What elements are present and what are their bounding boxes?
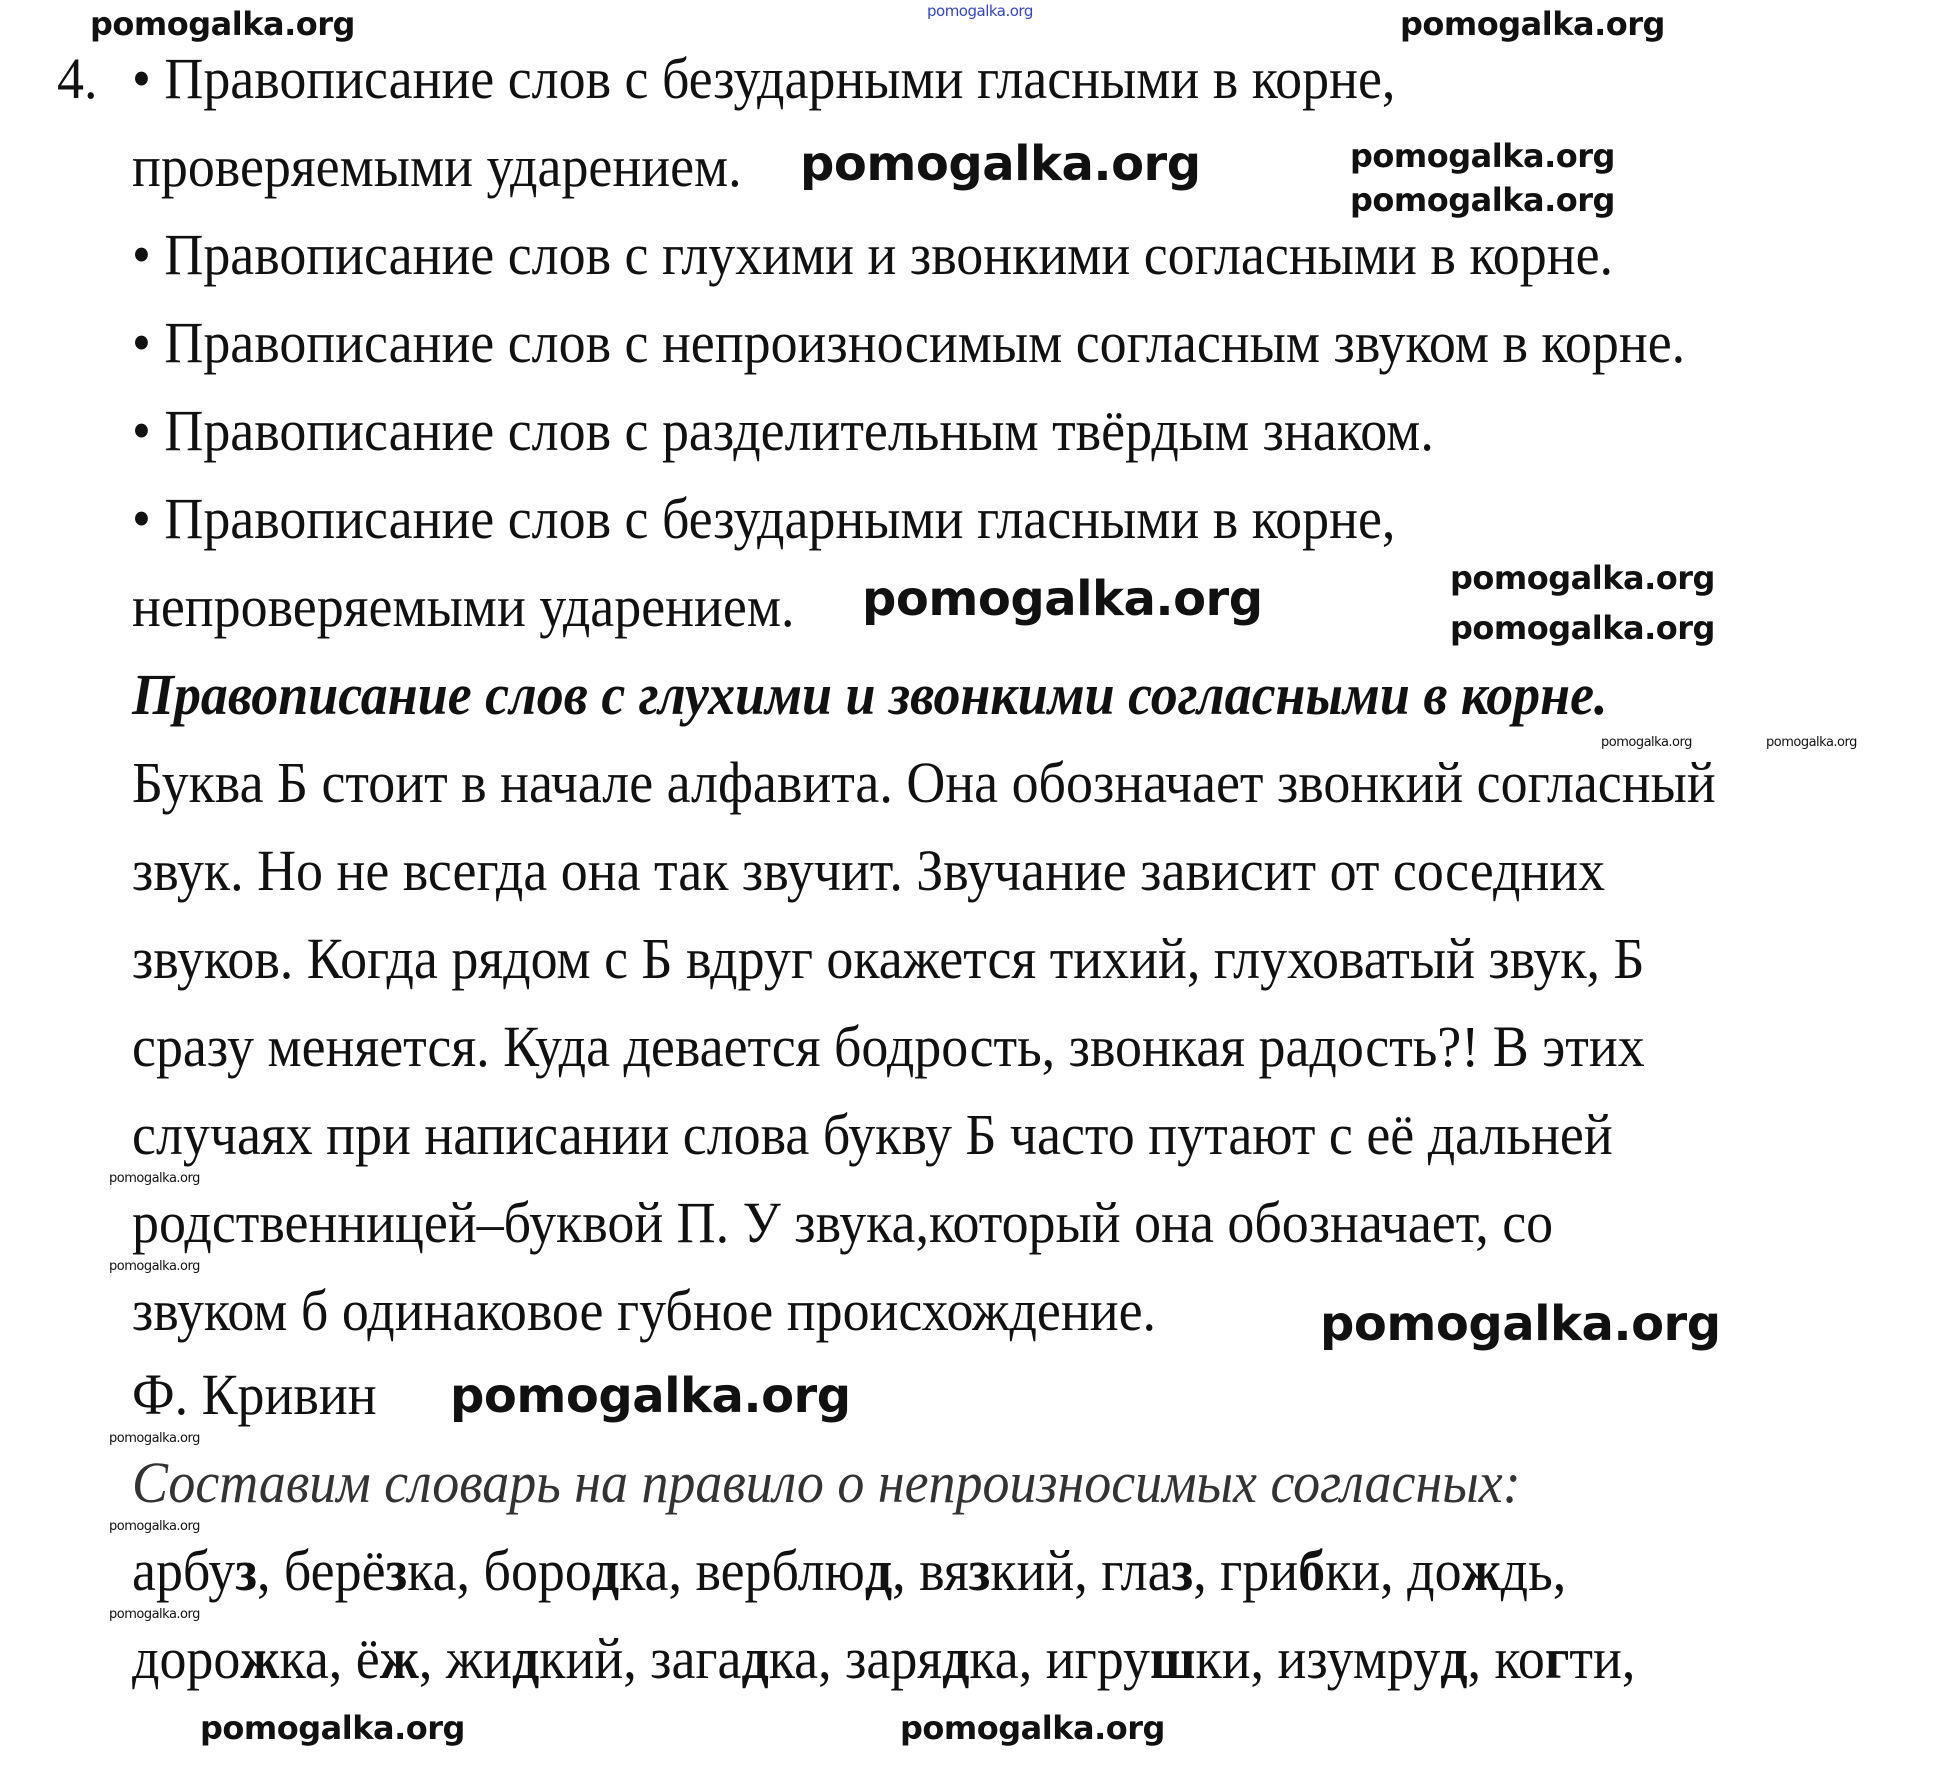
- dictionary-word: [483, 1538, 695, 1603]
- word-part: ти,: [1569, 1626, 1636, 1691]
- bullet-line: непроверяемыми ударением.: [132, 574, 795, 639]
- watermark: pomogalka.org: [862, 571, 1263, 627]
- watermark: pomogalka.org: [109, 1519, 200, 1534]
- author: Ф. Кривин: [132, 1362, 377, 1427]
- word-part: жи: [445, 1626, 512, 1691]
- word-part: арбу: [132, 1538, 236, 1603]
- word-part: заря: [845, 1626, 943, 1691]
- word-part: ,: [1467, 1626, 1495, 1691]
- bullet-line: • Правописание слов с безударными гласными в корне,: [132, 486, 1396, 551]
- word-part: ,: [1193, 1538, 1221, 1603]
- watermark: pomogalka.org: [1400, 5, 1665, 43]
- dictionary-word: [650, 1626, 845, 1691]
- highlighted-letter: д: [1440, 1626, 1468, 1691]
- bullet-line: проверяемыми ударением.: [132, 134, 742, 199]
- word-part: ка,: [619, 1538, 696, 1603]
- highlighted-letter: з: [235, 1538, 257, 1603]
- paragraph-line: сразу меняется. Куда девается бодрость, звонкая радость?! В этих: [132, 1014, 1645, 1079]
- word-part: кий,: [990, 1538, 1102, 1603]
- dictionary-word: [1494, 1626, 1635, 1691]
- highlighted-letter: ж: [1461, 1538, 1501, 1603]
- dictionary-word: [446, 1626, 650, 1691]
- item-number: 4.: [57, 46, 98, 111]
- word-part: ,: [418, 1626, 446, 1691]
- watermark: pomogalka.org: [1350, 137, 1615, 175]
- watermark: pomogalka.org: [1450, 559, 1715, 597]
- dictionary-word: [132, 1626, 356, 1691]
- word-part: верблю: [695, 1538, 865, 1603]
- word-part: изумру: [1277, 1626, 1441, 1691]
- dictionary-word: [919, 1538, 1101, 1603]
- word-part: ка,: [969, 1626, 1046, 1691]
- highlighted-letter: ш: [1149, 1626, 1196, 1691]
- watermark: pomogalka.org: [109, 1607, 200, 1622]
- bullet-line: • Правописание слов с разделительным твёрдым знаком.: [132, 398, 1434, 463]
- bullet-line: • Правописание слов с безударными гласными в корне,: [132, 46, 1396, 111]
- dictionary-word: [356, 1626, 446, 1691]
- word-part: дь,: [1500, 1538, 1567, 1603]
- watermark: pomogalka.org: [450, 1368, 851, 1424]
- highlighted-letter: д: [591, 1538, 620, 1603]
- highlighted-letter: д: [741, 1626, 769, 1691]
- watermark: pomogalka.org: [200, 1709, 465, 1747]
- dictionary-word: [132, 1538, 284, 1603]
- highlighted-letter: д: [864, 1538, 893, 1603]
- dictionary-intro: Составим словарь на правило о непроизносимых согласных:: [132, 1450, 1521, 1515]
- watermark: pomogalka.org: [90, 5, 355, 43]
- section-heading: Правописание слов с глухими и звонкими согласными в корне.: [132, 662, 1608, 727]
- word-line: [132, 1538, 1567, 1603]
- word-part: гла: [1101, 1538, 1172, 1603]
- watermark: pomogalka.org: [1450, 609, 1715, 647]
- highlighted-letter: з: [385, 1538, 408, 1603]
- word-part: боро: [483, 1538, 592, 1603]
- bullet-line: • Правописание слов с глухими и звонкими согласными в корне.: [132, 222, 1614, 287]
- paragraph-line: звуком б одинаковое губное происхождение.: [132, 1278, 1157, 1343]
- word-part: берё: [283, 1538, 386, 1603]
- highlighted-letter: з: [1171, 1538, 1194, 1603]
- word-part: ко: [1494, 1626, 1545, 1691]
- watermark: pomogalka.org: [1350, 181, 1615, 219]
- word-part: ,: [256, 1538, 284, 1603]
- word-part: ки,: [1325, 1538, 1408, 1603]
- watermark: pomogalka.org: [1320, 1296, 1721, 1352]
- highlighted-letter: ж: [240, 1626, 280, 1691]
- dictionary-word: [284, 1538, 484, 1603]
- word-part: зага: [650, 1626, 742, 1691]
- dictionary-word: [1101, 1538, 1220, 1603]
- highlighted-letter: б: [1298, 1538, 1326, 1603]
- watermark: pomogalka.org: [900, 1709, 1165, 1747]
- highlighted-letter: д: [511, 1626, 540, 1691]
- word-part: кий,: [539, 1626, 651, 1691]
- watermark: pomogalka.org: [1601, 735, 1692, 750]
- dictionary-word: [1046, 1626, 1278, 1691]
- dictionary-word: [1278, 1626, 1495, 1691]
- word-part: ка,: [279, 1626, 356, 1691]
- highlighted-letter: д: [942, 1626, 970, 1691]
- paragraph-line: звук. Но не всегда она так звучит. Звучание зависит от соседних: [132, 838, 1606, 903]
- watermark: pomogalka.org: [109, 1259, 200, 1274]
- watermark: pomogalka.org: [1766, 735, 1857, 750]
- dictionary-word: [1220, 1538, 1407, 1603]
- word-part: ,: [892, 1538, 920, 1603]
- watermark: pomogalka.org: [927, 2, 1033, 20]
- paragraph-line: звуков. Когда рядом с Б вдруг окажется тихий, глуховатый звук, Б: [132, 926, 1645, 991]
- bullet-line: • Правописание слов с непроизносимым согласным звуком в корне.: [132, 310, 1686, 375]
- dictionary-word: [695, 1538, 919, 1603]
- word-part: ка,: [407, 1538, 484, 1603]
- dictionary-word: [1407, 1538, 1566, 1603]
- paragraph-line: случаях при написании слова букву Б часто путают с её дальней: [132, 1102, 1613, 1167]
- dictionary-word: [845, 1626, 1046, 1691]
- word-part: доро: [132, 1626, 241, 1691]
- word-part: игру: [1045, 1626, 1150, 1691]
- word-part: ка,: [768, 1626, 846, 1691]
- highlighted-letter: г: [1544, 1626, 1570, 1691]
- watermark: pomogalka.org: [800, 136, 1201, 192]
- highlighted-letter: ж: [379, 1626, 419, 1691]
- paragraph-line: родственницей–буквой П. У звука,который она обозначает, со: [132, 1190, 1554, 1255]
- word-part: ки,: [1195, 1626, 1278, 1691]
- word-part: ё: [355, 1626, 380, 1691]
- word-part: гри: [1220, 1538, 1299, 1603]
- watermark: pomogalka.org: [109, 1171, 200, 1186]
- watermark: pomogalka.org: [109, 1431, 200, 1446]
- paragraph-line: Буква Б стоит в начале алфавита. Она обозначает звонкий согласный: [132, 750, 1716, 815]
- highlighted-letter: з: [968, 1538, 991, 1603]
- word-part: до: [1407, 1538, 1462, 1603]
- word-line: [132, 1626, 1636, 1691]
- word-part: вя: [919, 1538, 969, 1603]
